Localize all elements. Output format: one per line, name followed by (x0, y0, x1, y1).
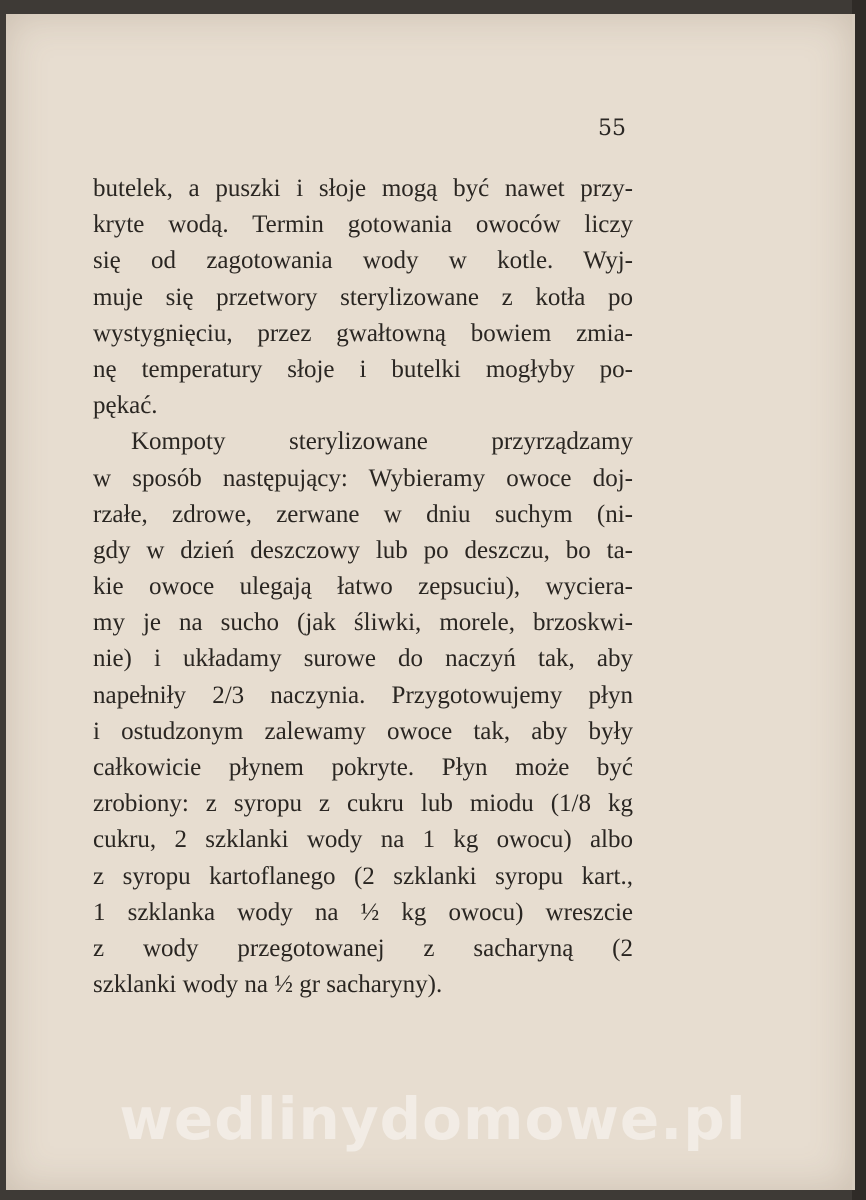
text-line: pękać. (93, 392, 158, 420)
text-line: butelek, a puszki i słoje mogą być nawet przy- (93, 175, 633, 202)
text-line: kie owoce ulegają łatwo zepsuciu), wyciera- (93, 573, 633, 601)
text-line: się od zagotowania wody w kotle. Wyj- (93, 247, 633, 275)
text-line: w sposób następujący: Wybieramy owoce doj- (93, 464, 633, 492)
text-line: my je na sucho (jak śliwki, morele, brzoskwi- (93, 609, 633, 637)
text-line: zrobiony: z syropu z cukru lub miodu (1/8 kg (93, 790, 633, 818)
text-line: nie) i układamy surowe do naczyń tak, aby (93, 645, 633, 673)
page-number: 55 (598, 116, 626, 141)
text-line: muje się przetwory sterylizowane z kotła po (93, 283, 633, 311)
text-line: z syropu kartoflanego (2 szklanki syropu kart., (93, 862, 633, 890)
text-line: i ostudzonym zalewamy owoce tak, aby były (93, 717, 633, 745)
text-line: szklanki wody na ½ gr sacharyny). (93, 971, 443, 999)
text-line: nę temperatury słoje i butelki mogłyby po- (93, 355, 633, 383)
text-line: napełniły 2/3 naczynia. Przygotowujemy płyn (93, 681, 633, 709)
text-line: gdy w dzień deszczowy lub po deszczu, bo ta- (93, 536, 633, 564)
text-line: całkowicie płynem pokryte. Płyn może być (93, 754, 633, 781)
watermark: wedlinydomowe.pl (119, 1085, 747, 1153)
text-line: Kompoty sterylizowane przyrządzamy (131, 428, 633, 456)
text-line: cukru, 2 szklanki wody na 1 kg owocu) albo (93, 826, 633, 854)
text-line: kryte wodą. Termin gotowania owoców liczy (93, 211, 633, 239)
text-line: 1 szklanka wody na ½ kg owocu) wreszcie (93, 898, 633, 926)
text-line: rzałe, zdrowe, zerwane w dniu suchym (ni- (93, 500, 633, 528)
body-text (93, 171, 633, 1003)
text-line: wystygnięciu, przez gwałtowną bowiem zmia- (93, 319, 633, 347)
text-line: z wody przegotowanej z sacharyną (2 (93, 934, 633, 962)
